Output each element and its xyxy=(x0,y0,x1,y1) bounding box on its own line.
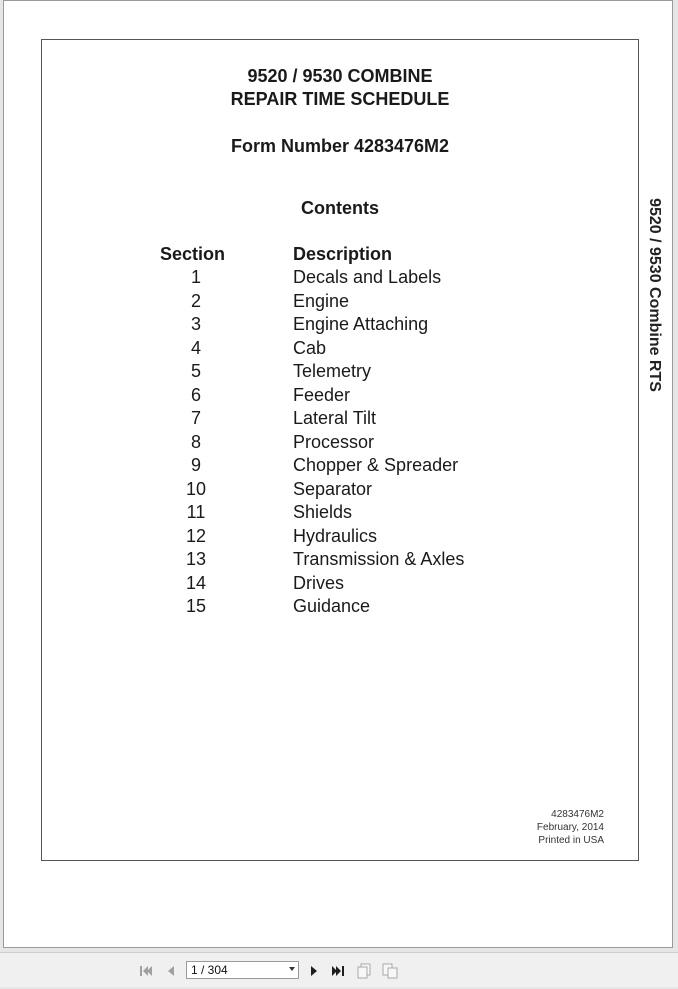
contents-row xyxy=(42,314,638,338)
section-description: Drives xyxy=(293,572,345,593)
contents-row xyxy=(42,361,638,385)
chevron-down-icon[interactable] xyxy=(289,967,295,971)
section-number: 3 xyxy=(190,314,201,334)
page-number-input[interactable] xyxy=(186,961,299,979)
contents-list xyxy=(42,267,638,620)
document-footer xyxy=(537,808,604,847)
section-number: 9 xyxy=(190,455,201,475)
pdf-page xyxy=(3,0,673,948)
section-number: 4 xyxy=(190,337,201,358)
contents-row xyxy=(42,526,638,550)
section-number: 15 xyxy=(185,596,207,616)
section-description: Cab xyxy=(293,337,327,358)
contents-row xyxy=(42,573,638,597)
section-number: 6 xyxy=(190,384,201,405)
footer-printed: Printed in USA xyxy=(538,835,604,846)
two-page-view-icon[interactable] xyxy=(381,962,399,980)
contents-row xyxy=(42,432,638,456)
page-view-icon[interactable] xyxy=(356,962,374,980)
section-number: 11 xyxy=(186,502,206,522)
contents-row xyxy=(42,549,638,573)
section-description: Lateral Tilt xyxy=(293,408,377,428)
section-number: 13 xyxy=(185,549,207,569)
section-number: 12 xyxy=(185,525,207,546)
section-description: Shields xyxy=(293,502,353,522)
section-description: Guidance xyxy=(293,596,371,616)
section-number: 14 xyxy=(185,572,207,593)
contents-row xyxy=(42,455,638,479)
contents-row xyxy=(42,338,638,362)
contents-row xyxy=(42,267,638,291)
contents-row xyxy=(42,596,638,620)
section-description: Telemetry xyxy=(293,361,372,381)
contents-row xyxy=(42,385,638,409)
section-number: 5 xyxy=(190,361,201,381)
footer-date: February, 2014 xyxy=(536,822,604,833)
first-page-icon[interactable] xyxy=(137,962,155,980)
document-title-line2: REPAIR TIME SCHEDULE xyxy=(230,89,450,109)
section-description: Engine xyxy=(293,290,350,311)
section-number: 1 xyxy=(190,267,201,287)
contents-row xyxy=(42,408,638,432)
footer-form-code: 4283476M2 xyxy=(551,809,604,820)
section-description: Transmission & Axles xyxy=(293,549,465,569)
section-description: Separator xyxy=(293,478,373,499)
section-description: Hydraulics xyxy=(293,525,378,546)
document-title-line1: 9520 / 9530 COMBINE xyxy=(247,66,433,86)
contents-row xyxy=(42,479,638,503)
section-description: Processor xyxy=(293,431,375,452)
form-number: Form Number 4283476M2 xyxy=(230,136,450,156)
side-tab-label xyxy=(642,198,666,392)
side-tab-text: 9520 / 9530 Combine RTS xyxy=(646,198,664,392)
contents-row xyxy=(42,291,638,315)
section-description: Decals and Labels xyxy=(293,267,442,287)
viewer-toolbar xyxy=(0,952,678,987)
section-number: 10 xyxy=(185,478,207,499)
previous-page-icon[interactable] xyxy=(162,962,180,980)
page-border-frame xyxy=(41,39,639,861)
page-indicator-text: 1 / 304 xyxy=(191,963,228,977)
contents-heading: Contents xyxy=(301,198,379,218)
last-page-icon[interactable] xyxy=(329,962,347,980)
section-description: Chopper & Spreader xyxy=(293,455,459,475)
contents-row xyxy=(42,502,638,526)
section-number: 7 xyxy=(190,408,201,428)
section-description: Engine Attaching xyxy=(293,314,429,334)
section-number: 2 xyxy=(190,290,201,311)
section-description: Feeder xyxy=(293,384,351,405)
description-column-header: Description xyxy=(293,244,393,264)
next-page-icon[interactable] xyxy=(305,962,323,980)
section-number: 8 xyxy=(190,431,201,452)
section-column-header: Section xyxy=(160,244,226,264)
